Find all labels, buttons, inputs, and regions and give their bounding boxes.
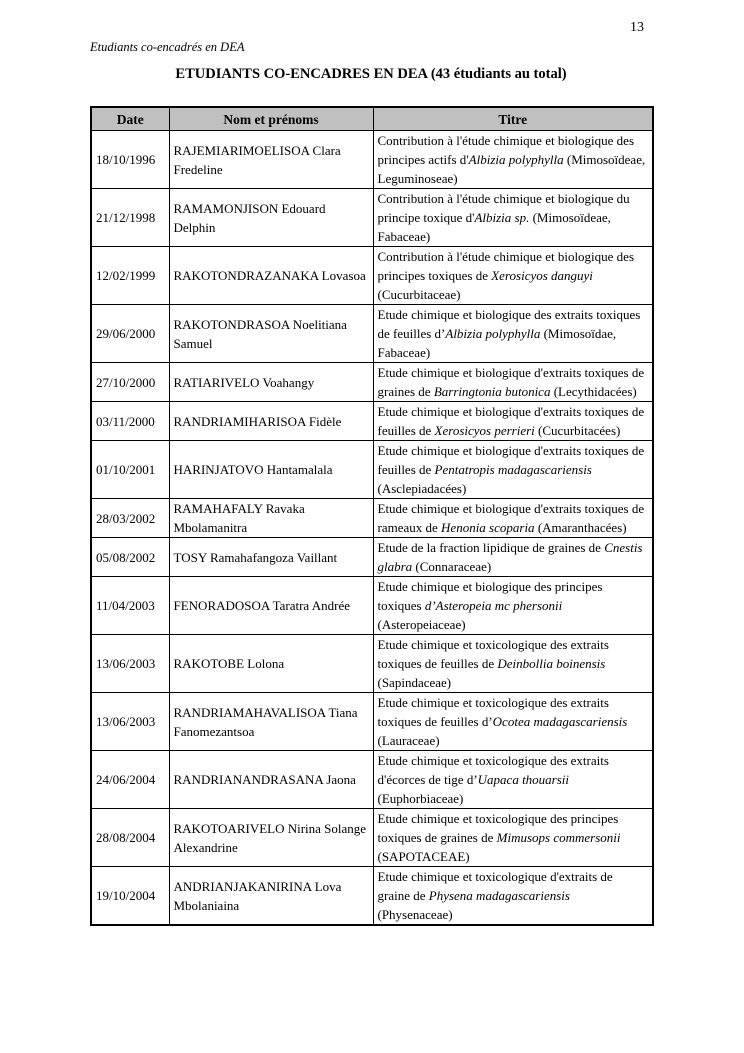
name-cell: RAKOTOBE Lolona bbox=[169, 635, 373, 693]
date-cell: 27/10/2000 bbox=[91, 363, 169, 402]
title-cell: Contribution à l'étude chimique et biologique du principe toxique d'Albizia sp. (Mimosoïdeae, Fabaceae) bbox=[373, 189, 653, 247]
name-cell: RAMAHAFALY Ravaka Mbolamanitra bbox=[169, 499, 373, 538]
name-cell: RAKOTONDRASOA Noelitiana Samuel bbox=[169, 305, 373, 363]
name-cell: HARINJATOVO Hantamalala bbox=[169, 441, 373, 499]
title-cell: Etude de la fraction lipidique de graines de Cnestis glabra (Connaraceae) bbox=[373, 538, 653, 577]
table-row bbox=[91, 867, 653, 926]
table-row bbox=[91, 363, 653, 402]
title-cell: Etude chimique et biologique d'extraits toxiques de rameaux de Henonia scoparia (Amaranthacées) bbox=[373, 499, 653, 538]
column-header-name: Nom et prénoms bbox=[169, 107, 373, 131]
page-number: 13 bbox=[630, 20, 644, 35]
date-cell: 03/11/2000 bbox=[91, 402, 169, 441]
name-cell: RAMAMONJISON Edouard Delphin bbox=[169, 189, 373, 247]
table-row bbox=[91, 577, 653, 635]
table-row bbox=[91, 247, 653, 305]
date-cell: 21/12/1998 bbox=[91, 189, 169, 247]
column-header-date: Date bbox=[91, 107, 169, 131]
students-table-header bbox=[91, 107, 653, 131]
table-row bbox=[91, 693, 653, 751]
date-cell: 28/08/2004 bbox=[91, 809, 169, 867]
students-table-body bbox=[91, 131, 653, 926]
table-row bbox=[91, 441, 653, 499]
title-cell: Etude chimique et biologique des extraits toxiques de feuilles d’Albizia polyphylla (Mimosoïdae, Fabaceae) bbox=[373, 305, 653, 363]
title-cell: Etude chimique et toxicologique des extraits d'écorces de tige d’Uapaca thouarsii (Euphorbiaceae) bbox=[373, 751, 653, 809]
name-cell: FENORADOSOA Taratra Andrée bbox=[169, 577, 373, 635]
name-cell: TOSY Ramahafangoza Vaillant bbox=[169, 538, 373, 577]
title-cell: Contribution à l'étude chimique et biologique des principes actifs d'Albizia polyphylla (Mimosoïdeae, Leguminoseae) bbox=[373, 131, 653, 189]
table-row bbox=[91, 635, 653, 693]
name-cell: RAKOTOARIVELO Nirina Solange Alexandrine bbox=[169, 809, 373, 867]
date-cell: 19/10/2004 bbox=[91, 867, 169, 926]
name-cell: ANDRIANJAKANIRINA Lova Mbolaniaina bbox=[169, 867, 373, 926]
name-cell: RANDRIANANDRASANA Jaona bbox=[169, 751, 373, 809]
students-table bbox=[90, 106, 654, 926]
table-row bbox=[91, 499, 653, 538]
name-cell: RANDRIAMIHARISOA Fidèle bbox=[169, 402, 373, 441]
title-cell: Etude chimique et toxicologique des extraits toxiques de feuilles d’Ocotea madagascariensis (Lauraceae) bbox=[373, 693, 653, 751]
date-cell: 18/10/1996 bbox=[91, 131, 169, 189]
table-row bbox=[91, 402, 653, 441]
title-cell: Etude chimique et toxicologique d'extraits de graine de Physena madagascariensis (Physenaceae) bbox=[373, 867, 653, 926]
page-title: ETUDIANTS CO-ENCADRES EN DEA (43 étudiants au total) bbox=[175, 66, 567, 82]
name-cell: RATIARIVELO Voahangy bbox=[169, 363, 373, 402]
table-row bbox=[91, 538, 653, 577]
date-cell: 01/10/2001 bbox=[91, 441, 169, 499]
title-cell: Etude chimique et biologique d'extraits toxiques de graines de Barringtonia butonica (Lecythidacées) bbox=[373, 363, 653, 402]
title-cell: Etude chimique et toxicologique des extraits toxiques de feuilles de Deinbollia boinensis (Sapindaceae) bbox=[373, 635, 653, 693]
name-cell: RANDRIAMAHAVALISOA Tiana Fanomezantsoa bbox=[169, 693, 373, 751]
title-cell: Etude chimique et biologique d'extraits toxiques de feuilles de Xerosicyos perrieri (Cucurbitacées) bbox=[373, 402, 653, 441]
header-row bbox=[91, 107, 653, 131]
table-row bbox=[91, 751, 653, 809]
title-cell: Etude chimique et biologique d'extraits toxiques de feuilles de Pentatropis madagascariensis (Asclepiadacées) bbox=[373, 441, 653, 499]
date-cell: 13/06/2003 bbox=[91, 693, 169, 751]
table-row bbox=[91, 809, 653, 867]
date-cell: 28/03/2002 bbox=[91, 499, 169, 538]
column-header-title: Titre bbox=[373, 107, 653, 131]
date-cell: 13/06/2003 bbox=[91, 635, 169, 693]
date-cell: 11/04/2003 bbox=[91, 577, 169, 635]
date-cell: 29/06/2000 bbox=[91, 305, 169, 363]
name-cell: RAJEMIARIMOELISOA Clara Fredeline bbox=[169, 131, 373, 189]
running-header: Etudiants co-encadrés en DEA bbox=[90, 40, 245, 54]
date-cell: 12/02/1999 bbox=[91, 247, 169, 305]
title-cell: Contribution à l'étude chimique et biologique des principes toxiques de Xerosicyos danguyi (Cucurbitaceae) bbox=[373, 247, 653, 305]
table-row bbox=[91, 189, 653, 247]
title-cell: Etude chimique et toxicologique des principes toxiques de graines de Mimusops commersonii (SAPOTACEAE) bbox=[373, 809, 653, 867]
title-cell: Etude chimique et biologique des principes toxiques d’Asteropeia mc phersonii (Asteropeiaceae) bbox=[373, 577, 653, 635]
table-row bbox=[91, 305, 653, 363]
table-row bbox=[91, 131, 653, 189]
name-cell: RAKOTONDRAZANAKA Lovasoa bbox=[169, 247, 373, 305]
date-cell: 24/06/2004 bbox=[91, 751, 169, 809]
date-cell: 05/08/2002 bbox=[91, 538, 169, 577]
